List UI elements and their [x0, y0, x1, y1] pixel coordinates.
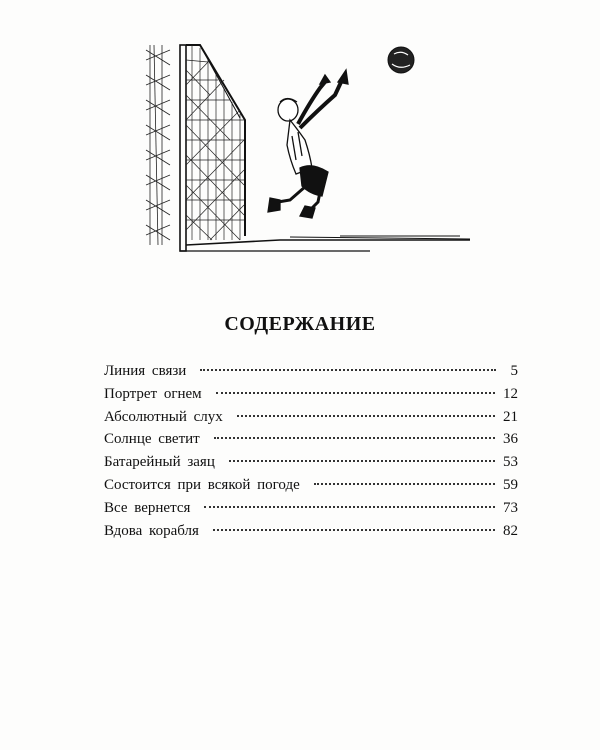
toc-entry-title: Вдова корабля [104, 522, 199, 539]
toc-dot-leader [216, 392, 495, 394]
toc-entry[interactable] [104, 360, 518, 383]
toc-entry[interactable] [104, 428, 518, 451]
toc-entry-page: 73 [503, 499, 518, 516]
toc-entry[interactable] [104, 406, 518, 429]
toc-dot-leader [229, 460, 495, 462]
toc-entry-page: 36 [503, 431, 518, 448]
toc-entry[interactable] [104, 497, 518, 520]
contents-heading: СОДЕРЖАНИЕ [224, 313, 376, 335]
toc-entry-page: 53 [503, 454, 518, 471]
toc-entry-title: Все вернется [104, 499, 191, 516]
toc-entry-page: 59 [503, 476, 518, 493]
toc-entry-title: Солнце светит [104, 431, 200, 448]
goalkeeper-illustration-icon [140, 40, 480, 260]
toc-entry-title: Состоится при всякой погоде [104, 476, 300, 493]
toc-entry-page: 5 [510, 363, 518, 379]
toc-dot-leader [237, 415, 495, 417]
toc-entry-page: 82 [503, 522, 518, 539]
toc-entry-page: 12 [503, 385, 518, 402]
toc-entry-title: Линия связи [104, 363, 187, 379]
toc-dot-leader [213, 529, 495, 531]
toc-dot-leader [204, 506, 495, 508]
table-of-contents [104, 360, 518, 542]
toc-dot-leader [200, 369, 496, 371]
toc-entry-title: Портрет огнем [104, 385, 202, 402]
toc-dot-leader [314, 483, 495, 485]
toc-entry-page: 21 [503, 408, 518, 425]
toc-entry[interactable] [104, 520, 518, 543]
toc-entry[interactable] [104, 451, 518, 474]
toc-entry[interactable] [104, 383, 518, 406]
toc-entry[interactable] [104, 474, 518, 497]
toc-entry-title: Абсолютный слух [104, 408, 223, 425]
toc-dot-leader [214, 437, 495, 439]
toc-entry-title: Батарейный заяц [104, 454, 215, 471]
